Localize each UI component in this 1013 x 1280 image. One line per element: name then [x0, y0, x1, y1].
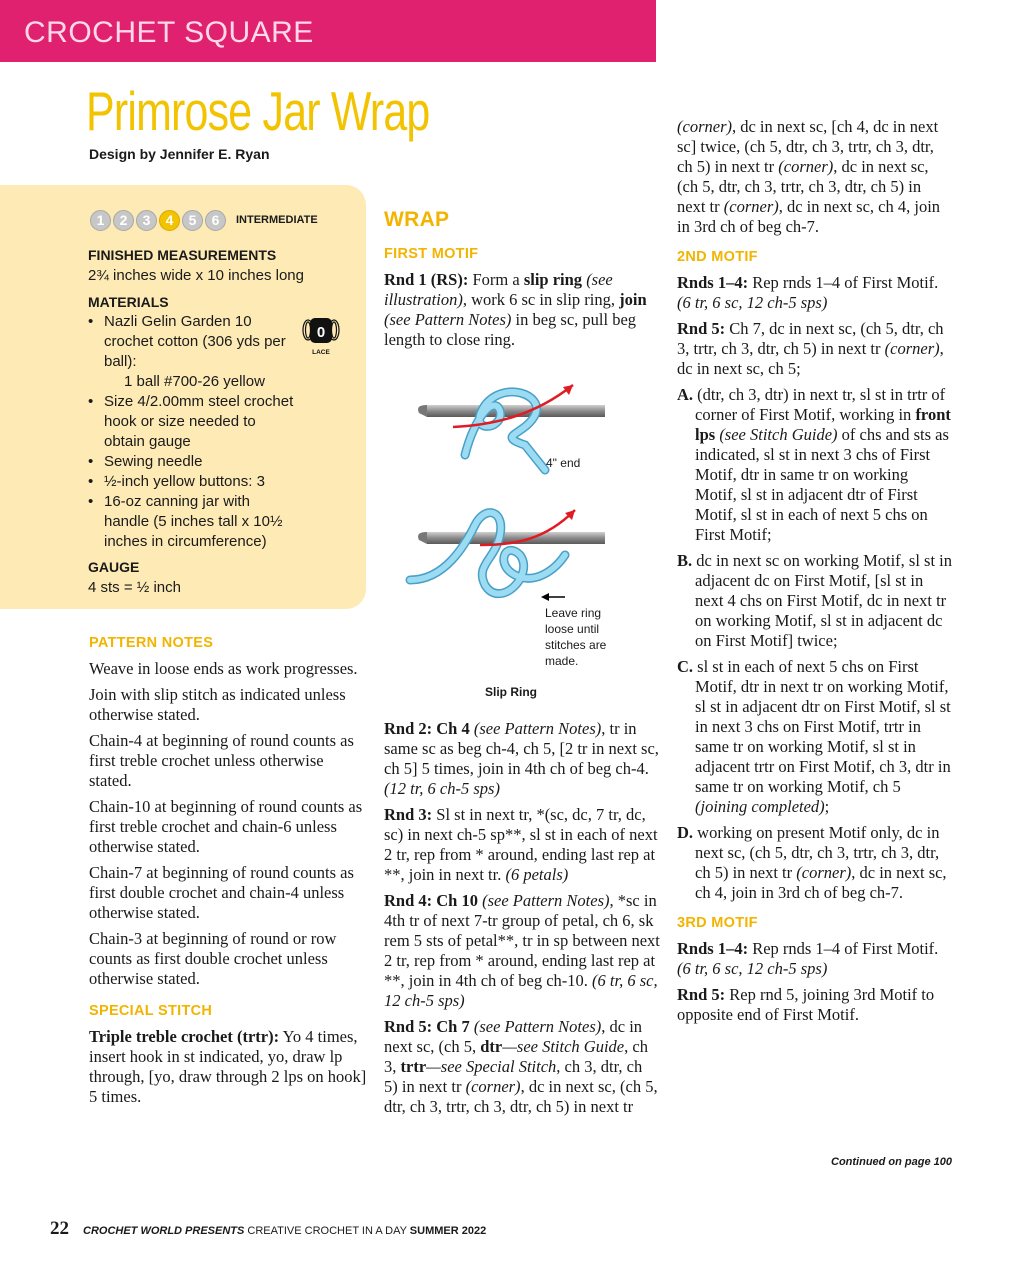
- yarn-strand-bottom-outline: [410, 513, 565, 594]
- page-title: Primrose Jar Wrap: [86, 80, 430, 142]
- wrap-column-lower: [384, 719, 660, 1123]
- material-item: • Sewing needle: [88, 453, 203, 470]
- rnd5: Rnd 5: Ch 7 (see Pattern Notes), dc in next sc, (ch 5, dtr—see Stitch Guide, ch 3, trtr—see Special Stitch, ch 3, dtr, ch 5) in next tr (corner), dc in next sc, (ch 5, dtr, ch 3, trtr, ch 3, dtr, ch 5) in next tr: [384, 1017, 658, 1116]
- skill-level-1: 1: [90, 210, 111, 231]
- issue-date: SUMMER 2022: [409, 1225, 487, 1237]
- motif-column: [677, 117, 953, 1031]
- rnd4: Rnd 4: Ch 10 (see Pattern Notes), *sc in 4th tr of next 7-tr group of petal, ch 6, sk rem 5 sts of petal**, tr in sp between next 2 tr, rep from * around, ending last rep at **, join in 4th ch of beg ch-10. (6 tr, 6 sc, 12 ch-5 sps): [384, 891, 660, 1010]
- m3-rnd5: Rnd 5: Rep rnd 5, joining 3rd Motif to opposite end of First Motif.: [677, 985, 935, 1024]
- gauge-text: 4 sts = ½ inch: [88, 579, 181, 596]
- rnd3: Rnd 3: Sl st in next tr, *(sc, dc, 7 tr, dc, sc) in next ch-5 sp**, sl st in each of next 2 tr, rep from * around, ending last rep at **, join in next tr. (6 petals): [384, 805, 658, 884]
- pattern-notes-column: [89, 633, 369, 1113]
- slip-ring-illustration: [405, 375, 605, 615]
- skill-level-6: 6: [205, 210, 226, 231]
- measurements-text: 2¾ inches wide x 10 inches long: [88, 267, 304, 284]
- step-c: C. sl st in each of next 5 chs on First Motif, dtr in next tr on working Motif, sl st in adjacent dtr on First Motif, sl st in next 3 chs on First Motif, trtr in same tr on working Motif, sl st in adjacent trtr on First Motif, ch 3, dtr in same tr on working Motif, ch 5 (joining completed);: [677, 657, 951, 816]
- wrap-heading: WRAP: [384, 208, 450, 231]
- material-item: • Nazli Gelin Garden 10 crochet cotton (306 yds per ball):: [88, 313, 286, 370]
- illus-caption: Slip Ring: [485, 685, 537, 699]
- rnd5-continued: (corner), dc in next sc, [ch 4, dc in next sc] twice, (ch 5, dtr, ch 3, trtr, ch 3, dtr, ch 5) in next tr (corner), dc in next sc, (ch 5, dtr, ch 3, trtr, ch 3, dtr, ch 5) in next tr (corner), dc in next sc, ch 4, join in 3rd ch of beg ch-7.: [677, 117, 941, 236]
- note: Chain-10 at beginning of round counts as first treble crochet and chain-6 unless otherwise stated.: [89, 797, 363, 856]
- gauge-heading: GAUGE: [88, 559, 140, 575]
- pattern-notes-heading: PATTERN NOTES: [89, 635, 214, 651]
- note: Chain-4 at beginning of round counts as first treble crochet unless otherwise stated.: [89, 731, 354, 790]
- special-stitch-heading: SPECIAL STITCH: [89, 1003, 213, 1019]
- third-motif-heading: 3RD MOTIF: [677, 915, 758, 931]
- wrap-column: [384, 210, 660, 356]
- hook-tip-bottom: [418, 532, 427, 544]
- first-motif-heading: FIRST MOTIF: [384, 246, 479, 262]
- illus-end-label: 4" end: [546, 456, 581, 470]
- yarn-weight-label: LACE: [312, 349, 330, 356]
- materials-heading: MATERIALS: [88, 294, 169, 310]
- publication-title: CREATIVE CROCHET IN A DAY: [244, 1225, 410, 1237]
- material-subitem: 1 ball #700-26 yellow: [124, 373, 265, 390]
- pointer-head: [541, 593, 549, 601]
- skill-level-5: 5: [182, 210, 203, 231]
- step-b: B. dc in next sc on working Motif, sl st in adjacent dc on First Motif, [sl st in next 4 chs on First Motif, dc in next tr on working Motif, sl st in adjacent dc on First Motif] twice;: [677, 551, 952, 650]
- skill-level-2: 2: [113, 210, 134, 231]
- note: Join with slip stitch as indicated unless otherwise stated.: [89, 685, 346, 724]
- rnd2: Rnd 2: Ch 4 (see Pattern Notes), tr in same sc as beg ch-4, ch 5, [2 tr in next sc, ch 5] 5 times, join in 4th ch of beg ch-4. (12 tr, 6 ch-5 sps): [384, 719, 659, 798]
- hook-tip-top: [418, 405, 427, 417]
- page-footer: [50, 1218, 486, 1240]
- yarn-weight-number: 0: [316, 324, 326, 341]
- step-a: A. (dtr, ch 3, dtr) in next tr, sl st in trtr of corner of First Motif, working in front lps (see Stitch Guide) of chs and sts as indicated, sl st in next 3 chs of First Motif, dtr in same tr on working Motif, sl st in adjacent dtr of First Motif, sl st in each of next 5 chs on First Motif;: [677, 385, 951, 544]
- note: Chain-3 at beginning of round or row counts as first double crochet unless otherwise stated.: [89, 929, 337, 988]
- section-label: CROCHET SQUARE: [24, 16, 314, 49]
- measurements-heading: FINISHED MEASUREMENTS: [88, 247, 277, 263]
- special-stitch-text: Triple treble crochet (trtr): Yo 4 times, insert hook in st indicated, yo, draw lp through, [yo, draw through 2 lps on hook] 5 times.: [89, 1027, 367, 1106]
- m2-rnd5: Rnd 5: Ch 7, dc in next sc, (ch 5, dtr, ch 3, trtr, ch 3, dtr, ch 5) in next tr (corner), dc in next sc, ch 5;: [677, 319, 944, 378]
- yarn-weight-icon: [299, 313, 343, 357]
- m3-rnds1-4: Rnds 1–4: Rep rnds 1–4 of First Motif. (6 tr, 6 sc, 12 ch-5 sps): [677, 939, 939, 978]
- materials-list: [88, 312, 298, 552]
- second-motif-heading: 2ND MOTIF: [677, 249, 758, 265]
- section-banner: [0, 0, 656, 62]
- skill-level: [90, 209, 318, 231]
- byline: Design by Jennifer E. Ryan: [89, 146, 270, 162]
- material-item: • ½-inch yellow buttons: 3: [88, 473, 265, 490]
- material-item: • 16-oz canning jar with handle (5 inches tall x 10½ inches in circumference): [88, 493, 283, 550]
- note: Weave in loose ends as work progresses.: [89, 659, 358, 678]
- publication-name: CROCHET WORLD PRESENTS: [83, 1225, 245, 1237]
- note: Chain-7 at beginning of round counts as first double crochet and chain-4 unless otherwise stated.: [89, 863, 354, 922]
- continued-note: Continued on page 100: [831, 1156, 953, 1168]
- page-number: 22: [50, 1218, 69, 1239]
- illus-ring-label: Leave ring loose until stitches are made.: [545, 606, 607, 668]
- rnd1: Rnd 1 (RS): Form a slip ring (see illustration), work 6 sc in slip ring, join (see Pattern Notes) in beg sc, pull beg length to close ring.: [384, 270, 647, 349]
- step-d: D. working on present Motif only, dc in next sc, (ch 5, dtr, ch 3, trtr, ch 3, dtr, ch 5) in next tr (corner), dc in next sc, ch 4, join in 3rd ch of beg ch-7.: [677, 823, 947, 902]
- material-item: • Size 4/2.00mm steel crochet hook or size needed to obtain gauge: [88, 393, 294, 450]
- skill-label: INTERMEDIATE: [236, 214, 318, 226]
- skill-level-3: 3: [136, 210, 157, 231]
- m2-rnds1-4: Rnds 1–4: Rep rnds 1–4 of First Motif. (6 tr, 6 sc, 12 ch-5 sps): [677, 273, 939, 312]
- skill-level-4-active: 4: [159, 210, 180, 231]
